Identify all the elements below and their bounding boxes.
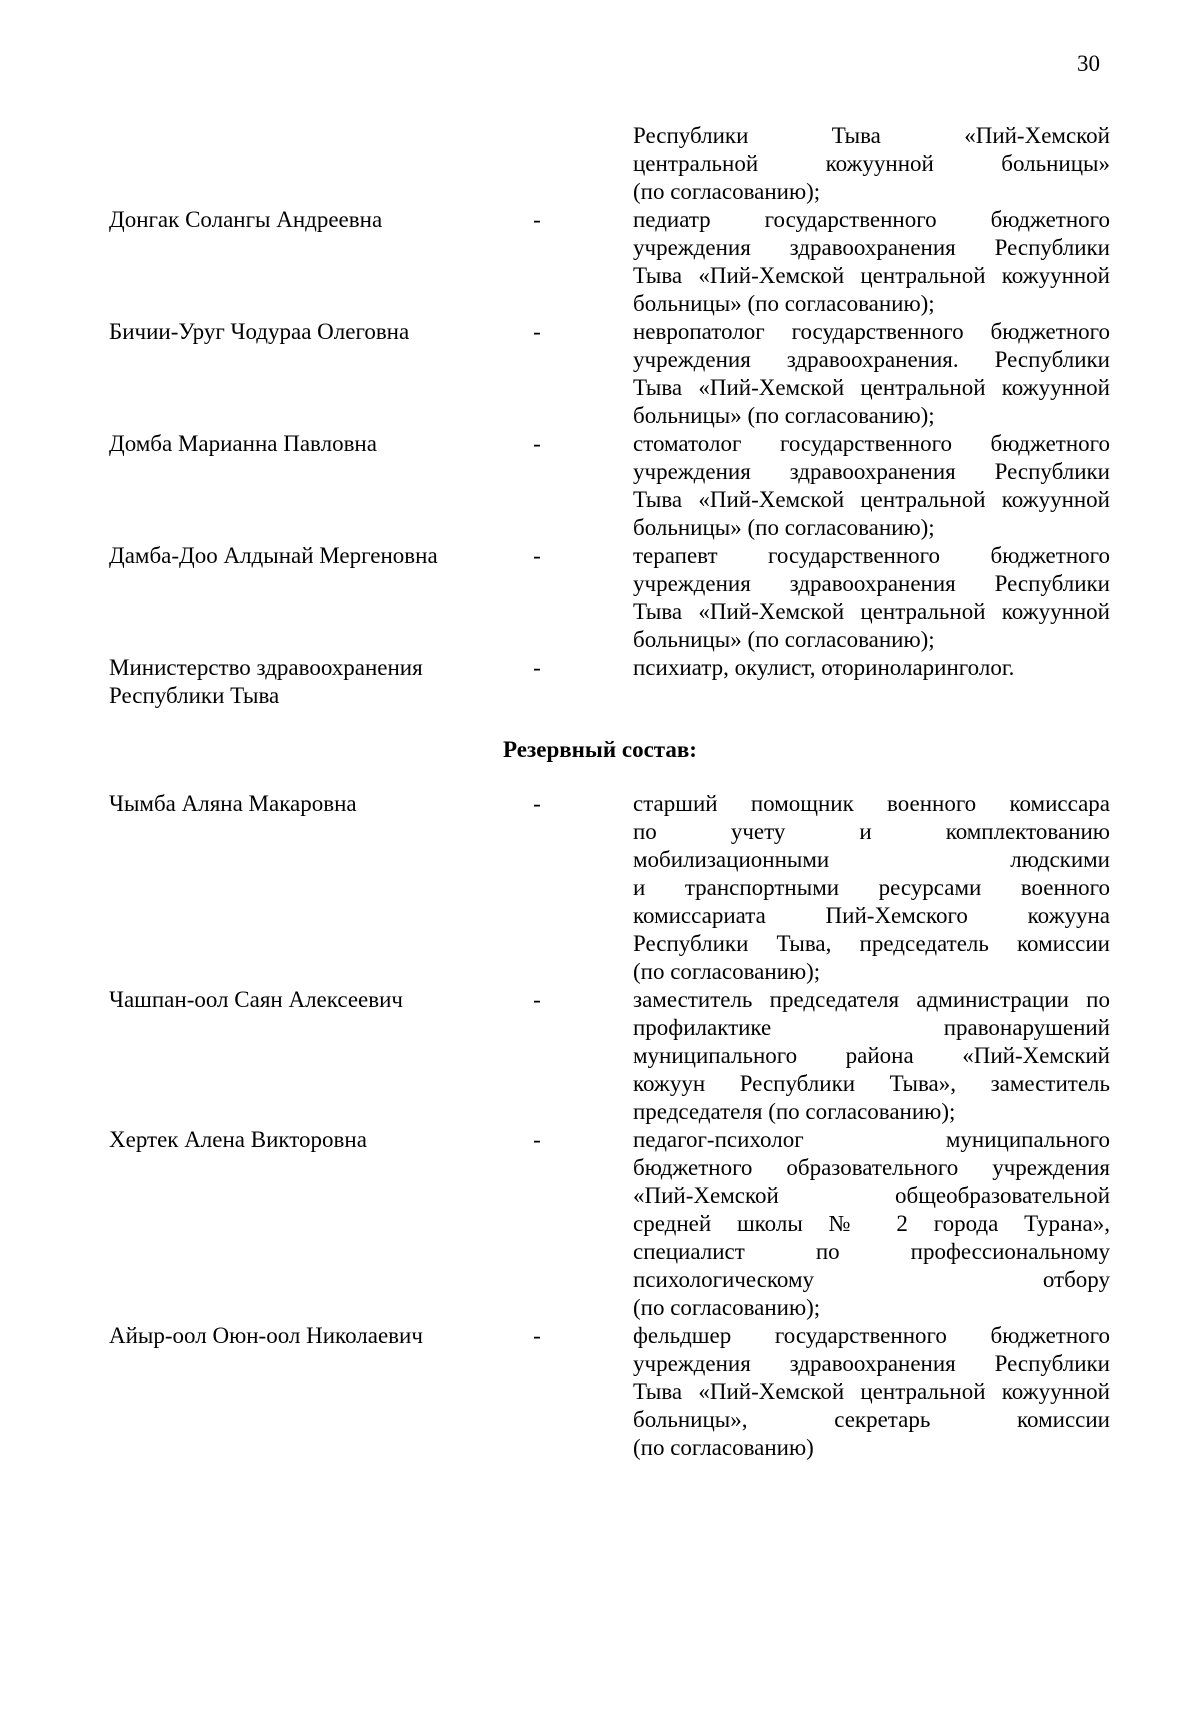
position-line: муниципального района «Пий-Хемский — [633, 1043, 1110, 1068]
member-name — [109, 654, 529, 710]
member-name — [109, 430, 529, 458]
position-line: и транспортными ресурсами военного — [633, 875, 1110, 900]
position-line: средней школы № 2 города Турана», — [633, 1211, 1110, 1236]
position-line: мобилизационными людскими — [633, 847, 1110, 872]
member-name-line: Бичии-Уруг Чодураа Олеговна — [109, 319, 410, 344]
position-line: комиссариата Пий-Хемского кожууна — [633, 903, 1110, 928]
member-position — [633, 430, 1110, 542]
position-line: центральной кожуунной больницы» — [633, 151, 1110, 176]
separator-dash: - — [533, 655, 541, 680]
member-name — [109, 1126, 529, 1154]
member-name-line: Айыр-оол Оюн-оол Николаевич — [109, 1323, 423, 1348]
position-line: Республики Тыва «Пий-Хемской — [633, 123, 1110, 148]
position-line: учреждения здравоохранения Республики — [633, 1351, 1110, 1376]
member-name — [109, 790, 529, 818]
member-name — [109, 1322, 529, 1350]
member-name-line: Дамба-Доо Алдынай Мергеновна — [109, 543, 438, 568]
member-entry — [109, 122, 1110, 206]
position-line: больницы» (по согласованию); — [633, 403, 935, 428]
member-position — [633, 206, 1110, 318]
position-line: больницы» (по согласованию); — [633, 291, 935, 316]
position-line: (по согласованию); — [633, 1295, 821, 1320]
position-line: учреждения здравоохранения Республики — [633, 459, 1110, 484]
position-line: профилактике правонарушений — [633, 1015, 1110, 1040]
separator-dash: - — [533, 207, 541, 232]
member-name-line: Чашпан-оол Саян Алексеевич — [109, 987, 404, 1012]
position-line: невропатолог государственного бюджетного — [633, 319, 1110, 344]
position-line: председателя (по согласованию); — [633, 1099, 956, 1124]
commission-reserve-list — [109, 790, 1110, 1462]
position-line: специалист по профессиональному — [633, 1239, 1110, 1264]
page-number: 30 — [1077, 51, 1100, 76]
position-line: педагог-психолог муниципального — [633, 1127, 1110, 1152]
position-line: Тыва «Пий-Хемской центральной кожуунной — [633, 1379, 1110, 1404]
position-line: кожуун Республики Тыва», заместитель — [633, 1071, 1110, 1096]
separator-dash: - — [533, 791, 541, 816]
position-line: старший помощник военного комиссара — [633, 791, 1110, 816]
separator-dash: - — [533, 1127, 541, 1152]
member-entry — [109, 542, 1110, 654]
member-position — [633, 790, 1110, 986]
separator-dash: - — [533, 543, 541, 568]
position-line: Тыва «Пий-Хемской центральной кожуунной — [633, 599, 1110, 624]
position-line: Тыва «Пий-Хемской центральной кожуунной — [633, 375, 1110, 400]
separator-dash: - — [533, 987, 541, 1012]
position-line: (по согласованию); — [633, 179, 821, 204]
member-name-line: Домба Марианна Павловна — [109, 431, 377, 456]
position-line: учреждения здравоохранения. Республики — [633, 347, 1110, 372]
position-line: фельдшер государственного бюджетного — [633, 1323, 1110, 1348]
member-name-line: Чымба Аляна Макаровна — [109, 791, 357, 816]
separator-dash: - — [533, 431, 541, 456]
position-line: психиатр, окулист, оториноларинголог. — [633, 655, 1015, 680]
member-entry — [109, 986, 1110, 1126]
member-position — [633, 654, 1110, 682]
position-line: психологическому отбору — [633, 1267, 1110, 1292]
position-line: терапевт государственного бюджетного — [633, 543, 1110, 568]
member-name-line: Хертек Алена Викторовна — [109, 1127, 367, 1152]
member-name — [109, 318, 529, 346]
position-line: стоматолог государственного бюджетного — [633, 431, 1110, 456]
position-line: больницы», секретарь комиссии — [633, 1407, 1110, 1432]
position-line: учреждения здравоохранения Республики — [633, 235, 1110, 260]
member-name-line: Республики Тыва — [109, 683, 280, 708]
position-line: Республики Тыва, председатель комиссии — [633, 931, 1110, 956]
position-line: Тыва «Пий-Хемской центральной кожуунной — [633, 263, 1110, 288]
position-line: по учету и комплектованию — [633, 819, 1110, 844]
reserve-heading: Резервный состав: — [503, 737, 697, 762]
position-line: Тыва «Пий-Хемской центральной кожуунной — [633, 487, 1110, 512]
position-line: больницы» (по согласованию); — [633, 515, 935, 540]
member-name — [109, 206, 529, 234]
member-name — [109, 542, 529, 570]
position-line: больницы» (по согласованию); — [633, 627, 935, 652]
separator-dash: - — [533, 1323, 541, 1348]
position-line: учреждения здравоохранения Республики — [633, 571, 1110, 596]
position-line: (по согласованию) — [633, 1435, 814, 1460]
member-entry — [109, 1322, 1110, 1462]
position-line: педиатр государственного бюджетного — [633, 207, 1110, 232]
member-position — [633, 1126, 1110, 1322]
position-line: «Пий-Хемской общеобразовательной — [633, 1183, 1110, 1208]
member-entry — [109, 206, 1110, 318]
member-position — [633, 318, 1110, 430]
member-entry — [109, 1126, 1110, 1322]
member-entry — [109, 318, 1110, 430]
member-position — [633, 542, 1110, 654]
separator-dash: - — [533, 319, 541, 344]
member-name-line: Министерство здравоохранения — [109, 655, 423, 680]
member-position — [633, 1322, 1110, 1462]
member-name-line: Донгак Солангы Андреевна — [109, 207, 383, 232]
member-entry — [109, 430, 1110, 542]
member-position — [633, 986, 1110, 1126]
position-line: заместитель председателя администрации по — [633, 987, 1110, 1012]
member-entry — [109, 654, 1110, 708]
member-entry — [109, 790, 1110, 986]
member-name — [109, 986, 529, 1014]
position-line: (по согласованию); — [633, 959, 821, 984]
commission-main-list — [109, 122, 1110, 708]
member-position — [633, 122, 1110, 206]
position-line: бюджетного образовательного учреждения — [633, 1155, 1110, 1180]
